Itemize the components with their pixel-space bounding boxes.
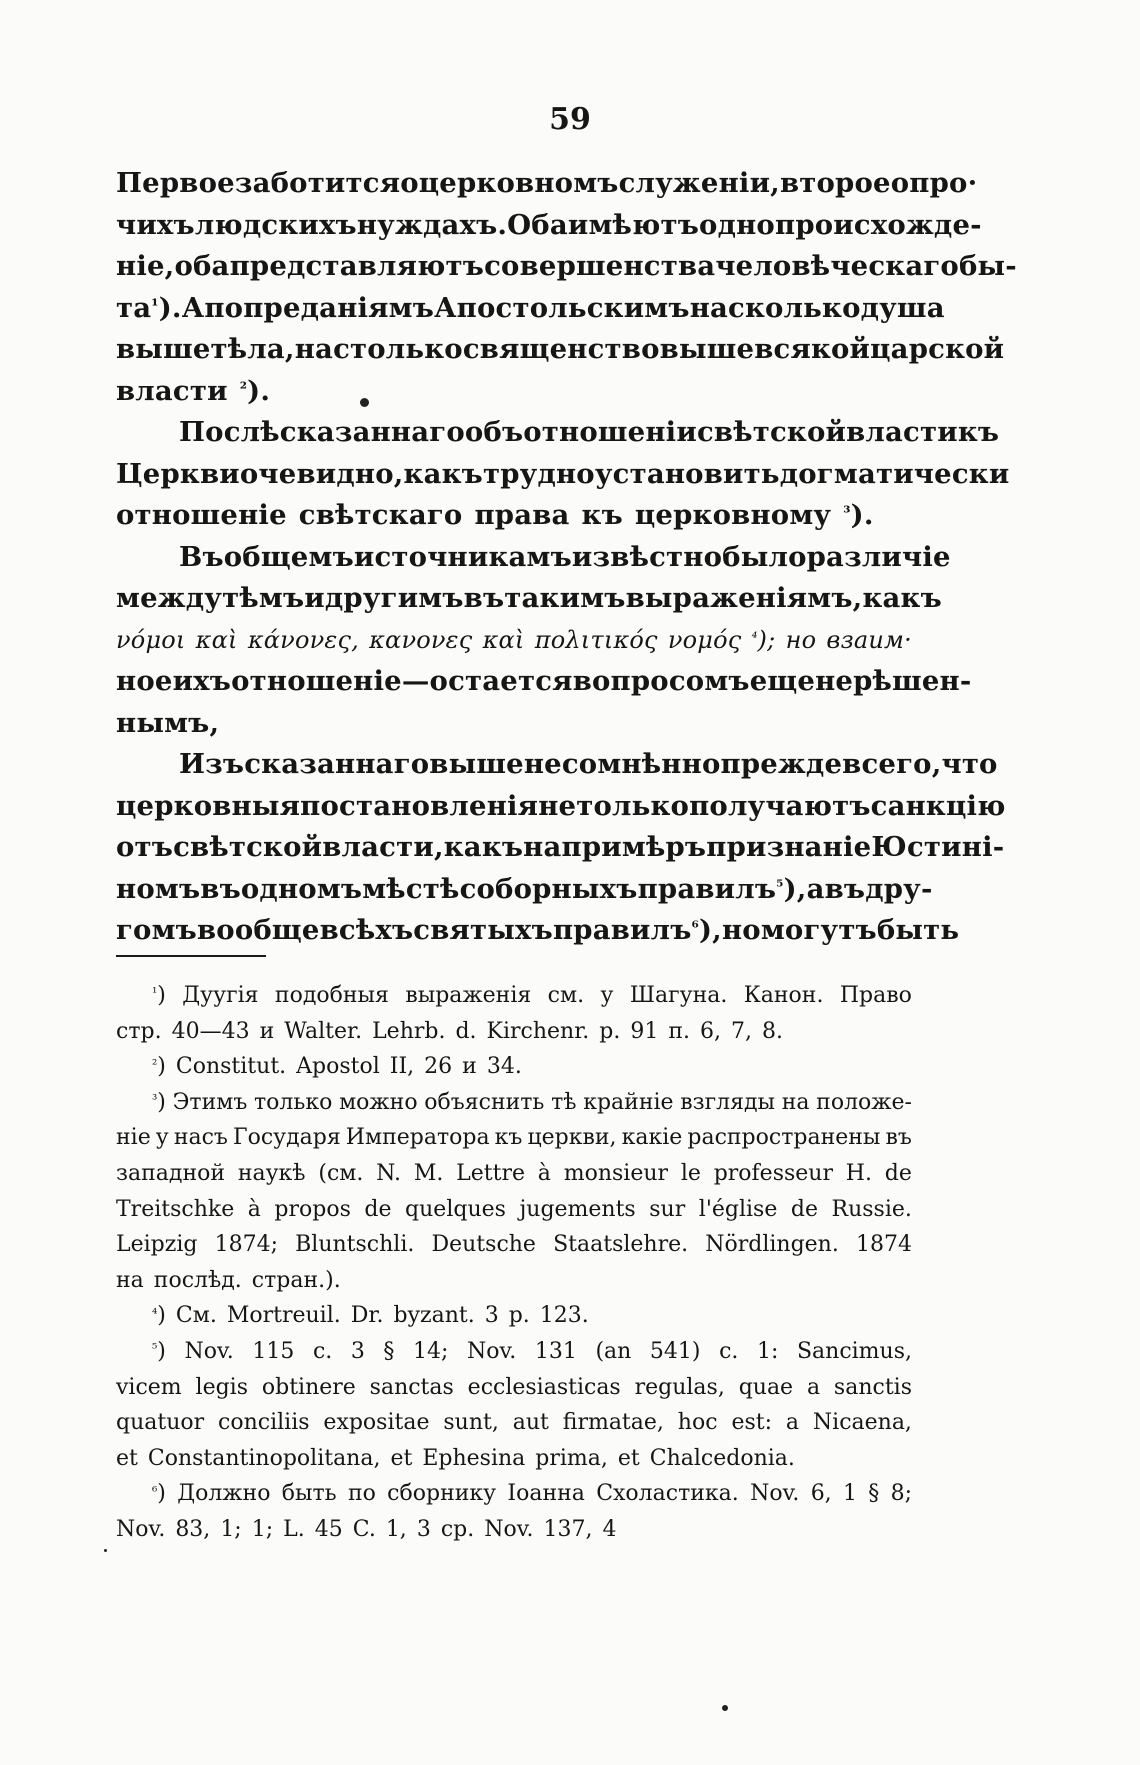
print-speck: [104, 1549, 107, 1552]
page-number: 59: [549, 102, 591, 137]
print-speck: [722, 1705, 728, 1711]
body-line: выше тѣла, на столько священство выше всякой царской: [116, 333, 1005, 365]
body-line: отъ свѣтской власти, какъ напримѣръ признаніе Юстині-: [116, 831, 1005, 863]
footnote-line: стр. 40—43 и Walter. Lehrb. d. Kirchenr. p. 91 п. 6, 7, 8.: [116, 1018, 784, 1044]
body-line: гомъ вообще всѣхъ святыхъ правилъ $^{^6}$), но могутъ быть: [116, 914, 960, 946]
body-line: номъ въ одномъ мѣстѣ соборныхъ правилъ $^{^5}$), а въ дру-: [116, 872, 933, 905]
body-line: нымъ,: [116, 706, 220, 739]
print-speck: [360, 398, 369, 407]
body-line: та $^{^1}$). А по преданіямъ Апостольскимъ насколько душа: [116, 291, 945, 324]
body-line: чихъ людскихъ нуждахъ. Оба имѣютъ одно происхожде-: [116, 208, 982, 241]
footnote-line: $^{^6}$) Должно быть по сборнику Іоанна Схоластика. Nov. 6, 1 § 8;: [152, 1481, 912, 1507]
body-line: Церкви очевидно, какъ трудно установить догматически: [116, 457, 1010, 490]
body-line: Изъ сказаннаго выше несомнѣнно прежде всего, что: [179, 748, 998, 780]
footnote-separator: [116, 955, 266, 957]
body-line: Въ общемъ источникамъ извѣстно было различіе: [179, 540, 951, 573]
body-line: власти $^{^2}$).: [116, 374, 271, 407]
body-line: Первое заботится о церковномъ служеніи, второе о про·: [116, 167, 978, 199]
footnote-line: et Constantinopolitana, et Ephesina prima, et Chalcedonia.: [116, 1445, 795, 1471]
footnote-line: $^{^2}$) Constitut. Apostol II, 26 и 34.: [152, 1054, 522, 1080]
footnote-line: ніе у насъ Государя Императора къ церкви, какіе распространены въ: [116, 1125, 912, 1151]
footnote-line: $^{^4}$) См. Mortreuil. Dr. byzant. 3 p. 123.: [152, 1303, 589, 1329]
footnote-line: vicem legis obtinere sanctas ecclesiasticas regulas, quae a sanctis: [116, 1374, 912, 1400]
footnote-line: $^{^5}$) Nov. 115 c. 3 § 14; Nov. 131 (an 541) c. 1: Sancimus,: [152, 1338, 912, 1364]
body-line: отношеніе свѣтскаго права къ церковному $^{^3}$).: [116, 499, 874, 531]
footnote-line: quatuor conciliis expositae sunt, aut firmatae, hoc est: a Nicaena,: [116, 1410, 912, 1436]
footnote-line: Leipzig 1874; Bluntschli. Deutsche Staatslehre. Nördlingen. 1874: [116, 1232, 912, 1258]
body-line: νόμοι καὶ κάνονες, κανονες καὶ πολιτικός νομός $^{^4}$); но взаим·: [116, 625, 912, 654]
footnote-line: $^{^3}$) Этимъ только можно объяснить тѣ крайніе взгляды на положе-: [152, 1089, 912, 1115]
body-line: ное ихъ отношеніе —остается вопросомъ еще нерѣшен-: [116, 665, 972, 697]
body-line: между тѣмъ и другимъ въ такимъ выраженіямъ, какъ: [116, 582, 942, 614]
footnote-line: на послѣд. стран.).: [116, 1267, 341, 1293]
footnotes: [116, 978, 912, 1548]
footnote-line: Nov. 83, 1; 1; L. 45 C. 1, 3 cp. Nov. 137, 4: [116, 1516, 617, 1542]
footnote-line: Treitschke à propos de quelques jugements sur l'église de Russie.: [116, 1196, 912, 1222]
body-line: ніе, оба представляютъ совершенства человѣческаго бы-: [116, 250, 1017, 282]
footnote-line: западной наукѣ (см. N. M. Lettre à monsieur le professeur H. de: [116, 1160, 912, 1186]
body-line: церковныя постановленія не только получаютъ санкцію: [116, 789, 1006, 822]
body-line: Послѣ сказаннаго объ отношеніи свѣтской власти къ: [179, 416, 1000, 448]
footnote-line: $^{^1}$) Дуугія подобныя выраженія см. у Шагуна. Канон. Право: [152, 983, 912, 1008]
body-text: [116, 163, 1017, 952]
